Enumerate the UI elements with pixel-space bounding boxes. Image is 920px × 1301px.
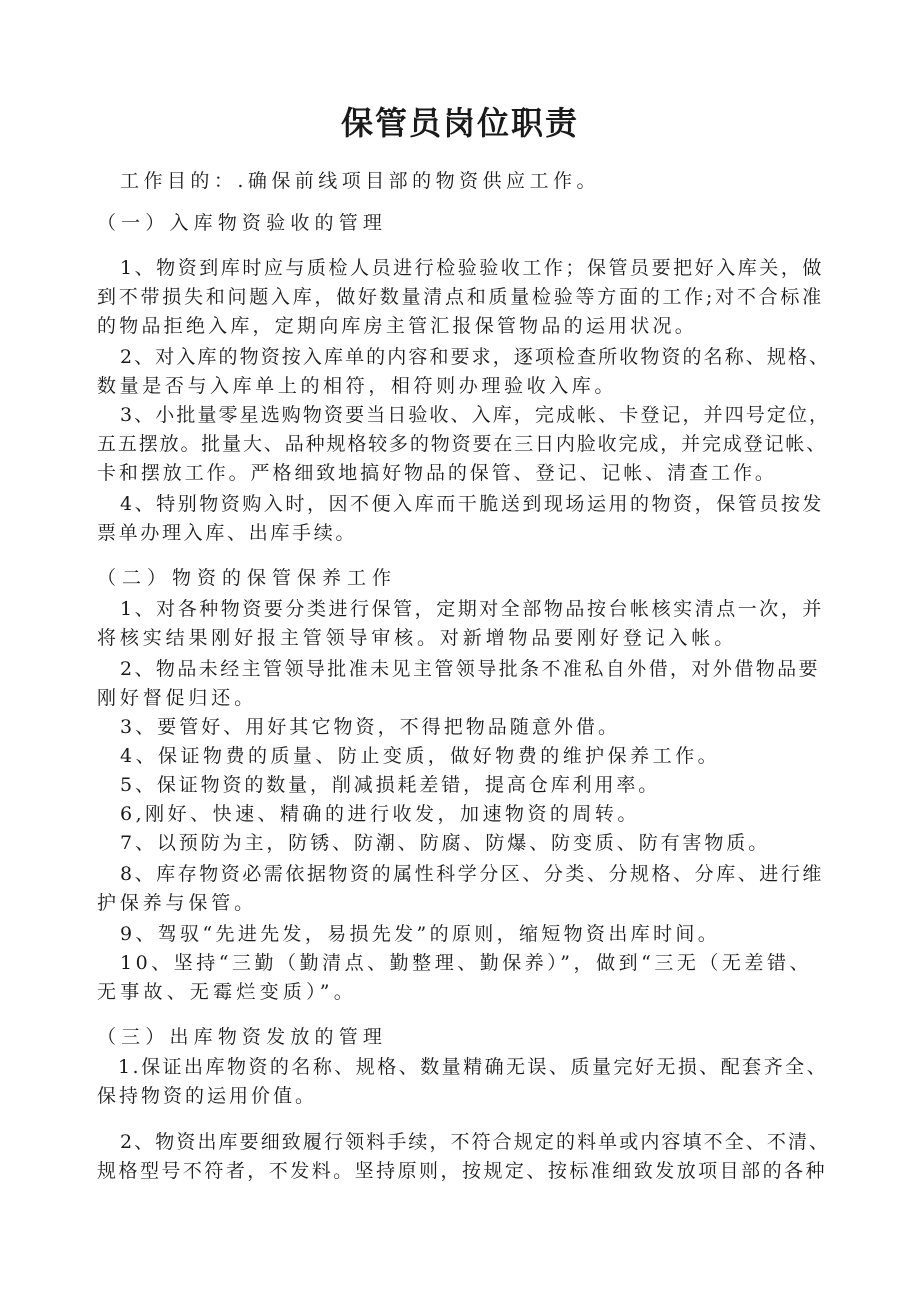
paragraph-line: 8、库存物资必需依据物资的属性科学分区、分类、分规格、分库、进行维 (120, 863, 824, 885)
section-heading-1: （一）入库物资验收的管理 (97, 212, 388, 234)
paragraph-line: 9、驾驭“先进先发，易损先发”的原则，缩短物资出库时间。 (120, 923, 721, 945)
paragraph-line: 无事故、无霉烂变质）”。 (97, 981, 357, 1003)
paragraph-line: 将核实结果刚好报主管领导审核。对新增物品要刚好登记入帐。 (97, 627, 738, 649)
paragraph-line: 五五摆放。批量大、品种规格较多的物资要在三日内脸收完成，并完成登记帐、 (97, 433, 828, 455)
paragraph-line: 4、保证物费的质量、防止变质，做好物费的维护保养工作。 (120, 745, 721, 767)
paragraph-line: 5、保证物资的数量，削减损耗差错，提高仓库利用率。 (120, 774, 661, 796)
purpose-line: 工作目的：.确保前线项目部的物资供应工作。 (120, 170, 600, 192)
paragraph-line: 1、物资到库时应与质检人员进行检验验收工作；保管员要把好入库关，做 (120, 257, 824, 279)
paragraph-line: 2、对入库的物资按入库单的内容和要求，逐项检查所收物资的名称、规格、 (120, 346, 831, 368)
paragraph-line: 1.保证出库物资的名称、规格、数量精确无误、质量完好无损、配套齐全、 (118, 1056, 829, 1078)
paragraph-line: 卡和摆放工作。严格细致地搞好物品的保管、登记、记帐、清查工作。 (97, 462, 777, 484)
section-heading-2: （二）物资的保管保养工作 (97, 567, 398, 589)
document-title: 保管员岗位职责 (340, 104, 579, 142)
paragraph-line: 7、以预防为主，防锈、防潮、防腐、防爆、防变质、防有害物质。 (120, 832, 771, 854)
paragraph-line: 保持物资的运用价值。 (97, 1085, 318, 1107)
paragraph-line: 1、对各种物资要分类进行保管，定期对全部物品按台帐核实清点一次，并 (120, 598, 824, 620)
section-heading-3: （三）出库物资发放的管理 (97, 1026, 388, 1048)
paragraph-line: 的物品拒绝入库，定期向库房主管汇报保管物品的运用状况。 (97, 315, 697, 337)
paragraph-line: 3、小批量零星选购物资要当日验收、入库，完成帐、卡登记，并四号定位， (120, 404, 831, 426)
paragraph-line: 3、要管好、用好其它物资，不得把物品随意外借。 (120, 716, 621, 738)
paragraph-line: 4、特别物资购入时，因不便入库而干脆送到现场运用的物资，保管员按发 (120, 493, 824, 515)
paragraph-line: 护保养与保管。 (97, 892, 257, 914)
paragraph-line: 2、物品未经主管领导批准未见主管领导批条不准私自外借，对外借物品要 (120, 658, 820, 680)
paragraph-line: 票单办理入库、出库手续。 (97, 522, 358, 544)
paragraph-line: 6,刚好、快速、精确的进行收发，加速物资的周转。 (120, 803, 640, 825)
paragraph-line: 刚好督促归还。 (97, 687, 257, 709)
paragraph-line: 数量是否与入库单上的相符，相符则办理验收入库。 (97, 375, 618, 397)
paragraph-line: 2、物资出库要细致履行领料手续，不符合规定的料单或内容填不全、不清、 (120, 1131, 831, 1153)
paragraph-line: 到不带损失和问题入库，做好数量清点和质量检验等方面的工作;对不合标准 (97, 286, 824, 308)
paragraph-line: 10、坚持“三勤（勤清点、勤整理、勤保养）”，做到“三无（无差错、 (120, 952, 812, 974)
paragraph-line: 规格型号不符者，不发料。坚持原则，按规定、按标准细致发放项目部的各种 (97, 1160, 827, 1182)
